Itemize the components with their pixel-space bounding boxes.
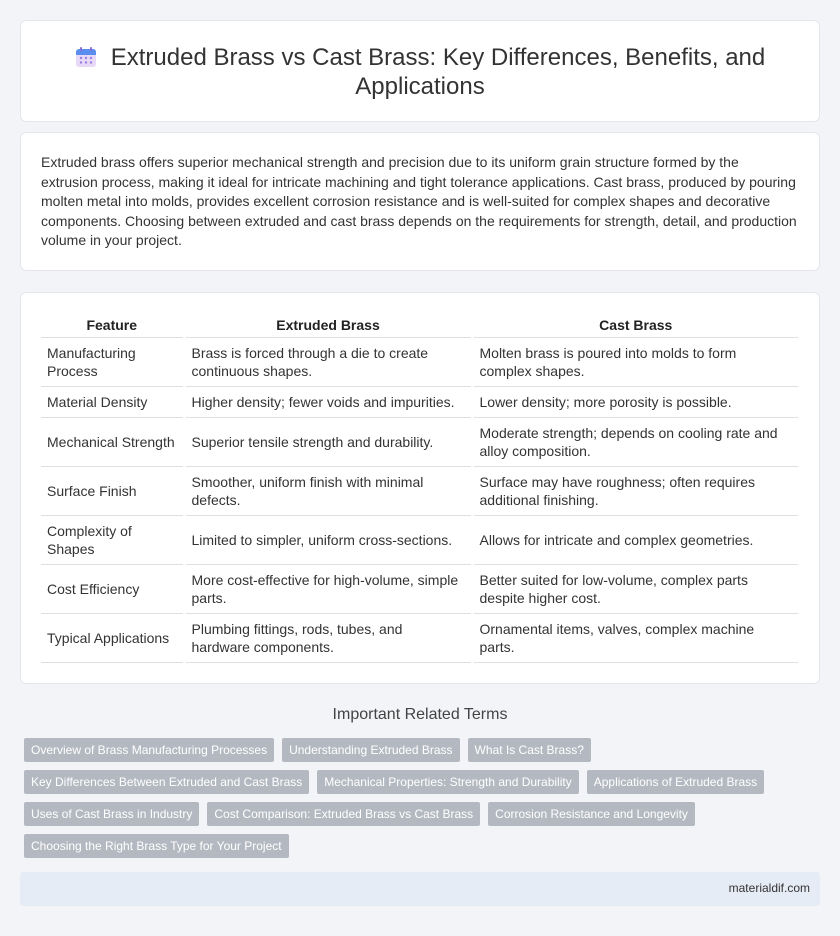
feature-cell: Typical Applications <box>41 613 184 662</box>
related-term-tag[interactable]: Applications of Extruded Brass <box>587 770 764 794</box>
header-cast: Cast Brass <box>472 315 798 337</box>
related-term-tag[interactable]: Cost Comparison: Extruded Brass vs Cast Brass <box>207 802 480 826</box>
related-term-tag[interactable]: Understanding Extruded Brass <box>282 738 459 762</box>
extruded-cell: Superior tensile strength and durability. <box>184 417 472 466</box>
table-header-row <box>41 315 798 337</box>
feature-cell: Complexity of Shapes <box>41 515 184 564</box>
extruded-cell: Limited to simpler, uniform cross-sections. <box>184 515 472 564</box>
extruded-cell: Brass is forced through a die to create continuous shapes. <box>184 337 472 386</box>
cast-cell: Molten brass is poured into molds to form complex shapes. <box>472 337 798 386</box>
feature-cell: Mechanical Strength <box>41 417 184 466</box>
related-term-tag[interactable]: Overview of Brass Manufacturing Processes <box>24 738 274 762</box>
table-row <box>41 515 798 564</box>
cast-cell: Allows for intricate and complex geometries. <box>472 515 798 564</box>
extruded-cell: Higher density; fewer voids and impurities. <box>184 386 472 417</box>
header-extruded: Extruded Brass <box>184 315 472 337</box>
header-card <box>20 20 820 122</box>
extruded-cell: Smoother, uniform finish with minimal defects. <box>184 466 472 515</box>
title-wrap <box>21 43 819 101</box>
intro-paragraph: Extruded brass offers superior mechanical strength and precision due to its uniform grain structure formed by the extrusion process, making it ideal for intricate machining and tight tolerance applications. Cast brass, produced by pouring molten metal into molds, provides excellent corrosion resistance and is well-suited for complex shapes and decorative components. Choosing between extruded and cast brass depends on the requirements for strength, detail, and production volume in your project. <box>41 154 797 248</box>
footer-bar <box>20 872 820 906</box>
table-row <box>41 417 798 466</box>
related-term-tag[interactable]: Mechanical Properties: Strength and Durability <box>317 770 578 794</box>
cast-cell: Surface may have roughness; often requires additional finishing. <box>472 466 798 515</box>
cast-cell: Moderate strength; depends on cooling rate and alloy composition. <box>472 417 798 466</box>
intro-card <box>20 132 820 271</box>
related-terms-heading: Important Related Terms <box>332 706 508 723</box>
feature-cell: Surface Finish <box>41 466 184 515</box>
table-row <box>41 466 798 515</box>
feature-cell: Material Density <box>41 386 184 417</box>
comparison-table-card <box>20 292 820 684</box>
feature-cell: Manufacturing Process <box>41 337 184 386</box>
extruded-cell: Plumbing fittings, rods, tubes, and hardware components. <box>184 613 472 662</box>
related-term-tag[interactable]: Choosing the Right Brass Type for Your Project <box>24 834 289 858</box>
related-terms-list <box>24 738 814 858</box>
table-row <box>41 386 798 417</box>
calendar-icon <box>75 46 97 68</box>
related-term-tag[interactable]: Corrosion Resistance and Longevity <box>488 802 695 826</box>
table-row <box>41 564 798 613</box>
cast-cell: Better suited for low-volume, complex parts despite higher cost. <box>472 564 798 613</box>
extruded-cell: More cost-effective for high-volume, simple parts. <box>184 564 472 613</box>
page-title: Extruded Brass vs Cast Brass: Key Differences, Benefits, and Applications <box>110 44 766 100</box>
table-row <box>41 613 798 662</box>
feature-cell: Cost Efficiency <box>41 564 184 613</box>
table-row <box>41 337 798 386</box>
footer-site-link[interactable]: materialdif.com <box>728 881 810 895</box>
related-term-tag[interactable]: What Is Cast Brass? <box>468 738 591 762</box>
related-term-tag[interactable]: Key Differences Between Extruded and Cast Brass <box>24 770 309 794</box>
header-feature: Feature <box>41 315 184 337</box>
cast-cell: Ornamental items, valves, complex machine parts. <box>472 613 798 662</box>
related-term-tag[interactable]: Uses of Cast Brass in Industry <box>24 802 199 826</box>
cast-cell: Lower density; more porosity is possible. <box>472 386 798 417</box>
comparison-table <box>41 315 798 663</box>
